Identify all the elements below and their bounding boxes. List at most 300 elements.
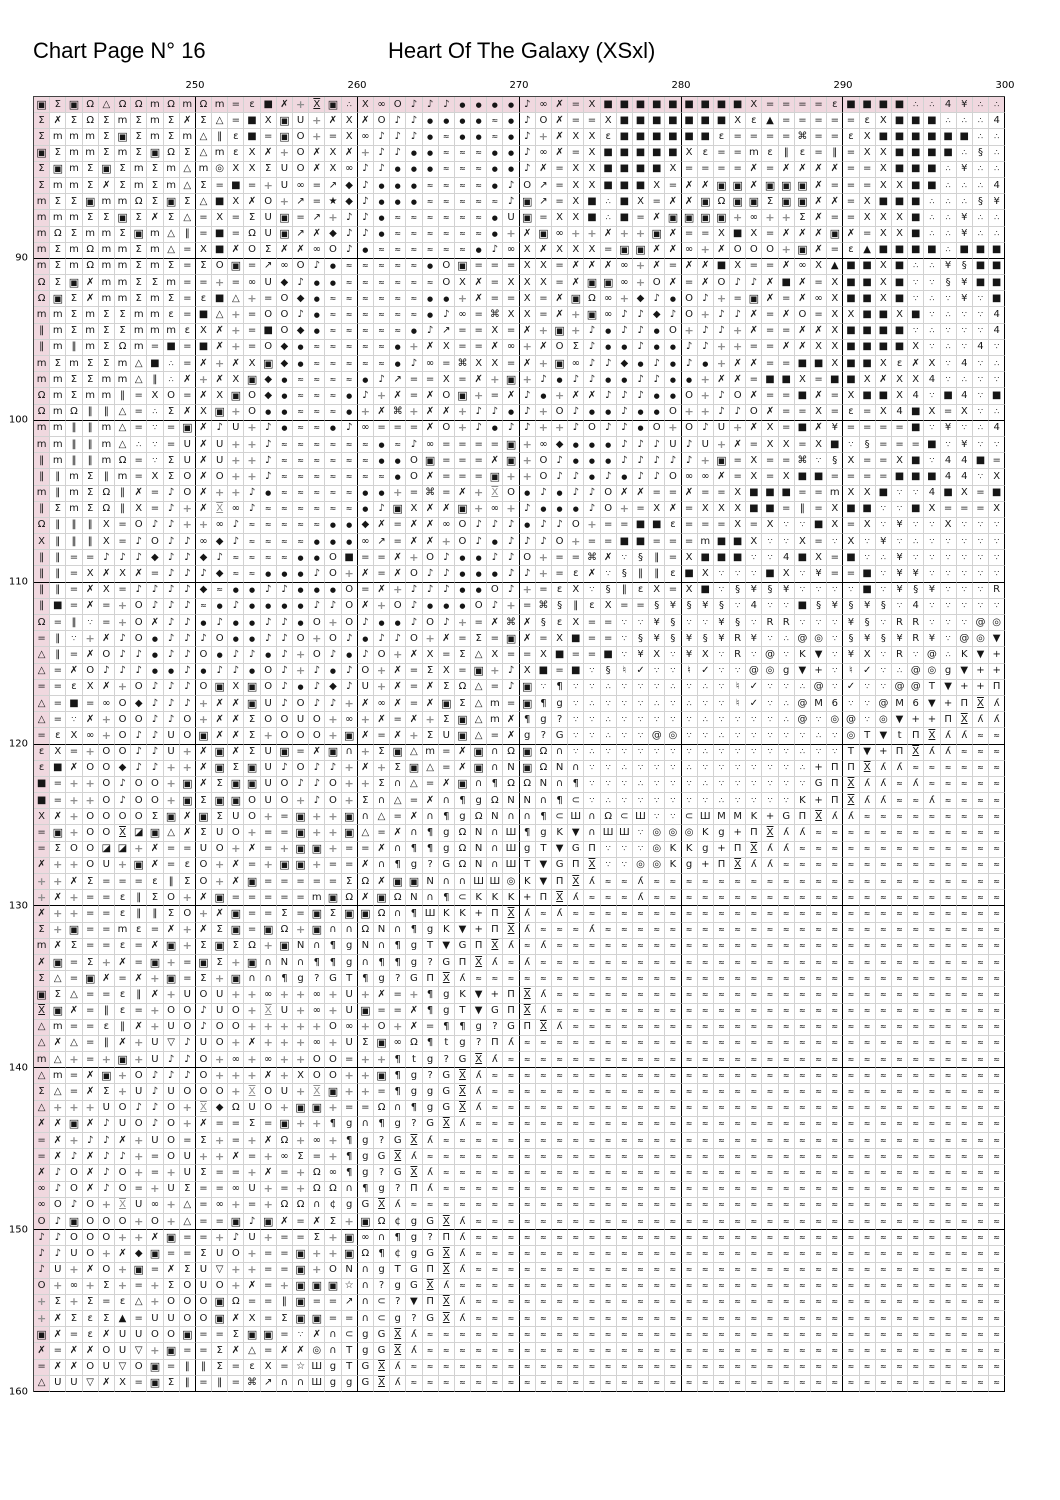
grid-cell: ■ (212, 243, 228, 259)
grid-cell: = (633, 599, 649, 615)
grid-cell: ≈ (601, 1117, 617, 1133)
grid-cell: X (423, 647, 439, 663)
grid-cell: + (941, 696, 957, 712)
grid-cell: △ (471, 728, 487, 744)
grid-cell: ¶ (455, 793, 471, 809)
grid-cell: ✗ (390, 680, 406, 696)
grid-cell: ¶ (406, 842, 422, 858)
grid-cell: ≈ (342, 502, 358, 518)
grid-cell: ≈ (876, 1133, 892, 1149)
grid-cell: ♪ (164, 631, 180, 647)
grid-cell: + (277, 146, 293, 162)
grid-cell: ∩ (552, 777, 568, 793)
grid-cell: ✗ (50, 1360, 66, 1376)
grid-cell: ≈ (795, 955, 811, 971)
grid-cell: ≈ (536, 955, 552, 971)
grid-cell: ≈ (503, 1279, 519, 1295)
grid-cell: X (358, 97, 374, 113)
grid-cell: ∩ (261, 955, 277, 971)
grid-cell: = (843, 210, 859, 226)
grid-cell: ʎ (423, 1182, 439, 1198)
grid-cell: = (228, 890, 244, 906)
grid-cell: ≈ (649, 1360, 665, 1376)
grid-cell: ⊂ (568, 793, 584, 809)
grid-cell: ▣ (277, 129, 293, 145)
grid-cell: = (633, 502, 649, 518)
grid-cell: = (471, 437, 487, 453)
grid-cell: ■ (924, 129, 940, 145)
grid-cell: ● (261, 566, 277, 582)
grid-cell: ≈ (941, 1182, 957, 1198)
grid-cell: m (66, 178, 82, 194)
grid-cell: ∞ (293, 178, 309, 194)
grid-cell: = (455, 324, 471, 340)
grid-cell: ● (390, 340, 406, 356)
grid-cell: ◎ (811, 631, 827, 647)
grid-cell: ʎ (552, 906, 568, 922)
grid-cell: + (66, 825, 82, 841)
grid-cell: ≈ (746, 1068, 762, 1084)
grid-cell: = (212, 1117, 228, 1133)
grid-cell: X (860, 210, 876, 226)
grid-cell: ✗ (746, 388, 762, 404)
grid-cell: ● (487, 534, 503, 550)
grid-cell: O (164, 1117, 180, 1133)
grid-cell: ≈ (309, 469, 325, 485)
grid-cell: ≈ (811, 1182, 827, 1198)
grid-cell: ≈ (989, 761, 1005, 777)
grid-cell: ● (568, 502, 584, 518)
grid-cell: ∵ (989, 550, 1005, 566)
grid-cell: ∵ (989, 518, 1005, 534)
grid-cell: ♪ (503, 664, 519, 680)
grid-cell: ≈ (876, 939, 892, 955)
grid-cell: ¥ (892, 550, 908, 566)
grid-cell: Σ (83, 955, 99, 971)
grid-cell: ≈ (649, 1020, 665, 1036)
grid-cell: ∩ (358, 1311, 374, 1327)
grid-cell: = (261, 1279, 277, 1295)
grid-cell: ≈ (860, 1263, 876, 1279)
grid-cell: ¥ (941, 259, 957, 275)
grid-cell: ≈ (374, 275, 390, 291)
grid-cell: ♪ (617, 307, 633, 323)
grid-cell: ● (439, 113, 455, 129)
grid-cell: + (196, 712, 212, 728)
grid-cell: △ (471, 680, 487, 696)
grid-cell: ◎ (309, 1343, 325, 1359)
grid-cell: ∵ (584, 680, 600, 696)
grid-cell: Σ (34, 129, 50, 145)
grid-cell: § (665, 631, 681, 647)
grid-cell: ≈ (649, 1133, 665, 1149)
grid-cell: ▣ (374, 1068, 390, 1084)
grid-cell: + (487, 987, 503, 1003)
grid-cell: ∵ (730, 793, 746, 809)
grid-cell: X (487, 356, 503, 372)
grid-cell: g (342, 1117, 358, 1133)
grid-cell: = (228, 113, 244, 129)
grid-cell: ε (843, 129, 859, 145)
grid-cell: m (99, 194, 115, 210)
grid-cell: ≈ (779, 1214, 795, 1230)
grid-cell: ∞ (682, 243, 698, 259)
grid-cell: g (520, 842, 536, 858)
grid-cell: ∵ (665, 712, 681, 728)
grid-cell: △ (34, 1376, 50, 1392)
grid-cell: ■ (730, 97, 746, 113)
grid-cell: ≈ (876, 1165, 892, 1181)
grid-cell: ∵ (617, 647, 633, 663)
grid-cell: O (66, 1165, 82, 1181)
grid-cell: ≈ (908, 761, 924, 777)
grid-cell: = (261, 1263, 277, 1279)
grid-cell: ≈ (892, 1343, 908, 1359)
grid-cell: X (730, 518, 746, 534)
grid-cell: ✗ (34, 955, 50, 971)
grid-cell: ▣ (244, 761, 260, 777)
grid-cell: ¶ (390, 939, 406, 955)
grid-cell: m (34, 486, 50, 502)
grid-cell: Π (795, 809, 811, 825)
grid-cell: + (115, 1279, 131, 1295)
grid-cell: = (99, 923, 115, 939)
grid-cell: 4 (779, 550, 795, 566)
grid-cell: ■ (698, 129, 714, 145)
grid-cell: ♪ (423, 583, 439, 599)
grid-cell: ✗ (439, 405, 455, 421)
grid-cell: Σ (244, 1117, 260, 1133)
grid-cell: X (957, 486, 973, 502)
grid-cell: ■ (843, 259, 859, 275)
grid-cell: O (196, 987, 212, 1003)
grid-cell: ‖ (66, 615, 82, 631)
grid-cell: △ (34, 696, 50, 712)
grid-cell: + (66, 906, 82, 922)
grid-cell: ∞ (374, 97, 390, 113)
grid-cell: X (746, 469, 762, 485)
grid-cell: ≈ (973, 1036, 989, 1052)
grid-cell: = (779, 324, 795, 340)
grid-cell: ✗ (196, 356, 212, 372)
grid-cell: ∵ (746, 712, 762, 728)
grid-cell: ♪ (261, 421, 277, 437)
grid-cell: ≈ (698, 1376, 714, 1392)
grid-cell: Σ (164, 906, 180, 922)
grid-cell: X (406, 1133, 422, 1149)
grid-cell: ✗ (180, 372, 196, 388)
grid-cell: m (50, 421, 66, 437)
grid-cell: ≈ (892, 1327, 908, 1343)
grid-cell: Ω (406, 1036, 422, 1052)
grid-cell: ≈ (973, 728, 989, 744)
grid-cell: ≈ (811, 1246, 827, 1262)
grid-cell: O (325, 793, 341, 809)
grid-cell: ∵ (682, 712, 698, 728)
grid-cell: ≈ (941, 777, 957, 793)
grid-cell: ∵ (536, 680, 552, 696)
grid-cell: ≈ (779, 923, 795, 939)
grid-cell: ◆ (358, 518, 374, 534)
grid-cell: ¶ (325, 955, 341, 971)
grid-cell: R (779, 615, 795, 631)
grid-cell: ▣ (293, 1295, 309, 1311)
grid-cell: Π (536, 890, 552, 906)
grid-cell: ◆ (277, 340, 293, 356)
grid-cell: ‖ (649, 566, 665, 582)
grid-cell: ≈ (503, 955, 519, 971)
grid-cell: = (244, 1295, 260, 1311)
grid-cell: ≈ (795, 1149, 811, 1165)
grid-cell: ✗ (730, 356, 746, 372)
grid-cell: ≈ (439, 1360, 455, 1376)
grid-cell: ≈ (374, 356, 390, 372)
grid-cell: ♪ (147, 712, 163, 728)
grid-cell: ¶ (342, 1165, 358, 1181)
grid-cell: m (487, 696, 503, 712)
grid-cell: ≈ (439, 1165, 455, 1181)
grid-cell: ≈ (455, 1279, 471, 1295)
grid-cell: ≈ (536, 1149, 552, 1165)
grid-cell: ▣ (762, 178, 778, 194)
grid-cell: X (568, 874, 584, 890)
grid-cell: = (66, 583, 82, 599)
grid-cell: + (698, 453, 714, 469)
grid-cell: O (115, 712, 131, 728)
grid-cell: ≈ (924, 1036, 940, 1052)
grid-cell: + (228, 405, 244, 421)
grid-cell: = (164, 437, 180, 453)
grid-cell: K (520, 874, 536, 890)
grid-cell: ≈ (649, 1004, 665, 1020)
grid-cell: ♪ (730, 307, 746, 323)
grid-cell: X (649, 583, 665, 599)
grid-cell: Ω (34, 291, 50, 307)
grid-cell: + (309, 1263, 325, 1279)
grid-cell: + (261, 728, 277, 744)
grid-cell: X (423, 1279, 439, 1295)
grid-cell: ≈ (552, 1327, 568, 1343)
grid-cell: + (164, 793, 180, 809)
grid-cell: ≈ (552, 1036, 568, 1052)
grid-cell: ∵ (827, 534, 843, 550)
grid-cell: = (99, 615, 115, 631)
grid-cell: ▣ (714, 453, 730, 469)
grid-cell: O (261, 1084, 277, 1100)
grid-cell: ∵ (633, 761, 649, 777)
grid-cell: Σ (196, 971, 212, 987)
grid-cell: m (50, 1020, 66, 1036)
grid-cell: = (487, 275, 503, 291)
grid-cell: ≈ (843, 825, 859, 841)
grid-cell: ≈ (682, 1004, 698, 1020)
grid-cell: X (568, 583, 584, 599)
grid-cell: = (779, 388, 795, 404)
grid-cell: Σ (99, 1084, 115, 1100)
grid-cell: + (390, 647, 406, 663)
grid-cell: X (552, 210, 568, 226)
grid-cell: ≈ (633, 1376, 649, 1392)
grid-cell: ≈ (698, 1084, 714, 1100)
grid-cell: ε (115, 1004, 131, 1020)
grid-cell: X (957, 712, 973, 728)
grid-cell: ≈ (584, 1230, 600, 1246)
grid-cell: ≈ (892, 1117, 908, 1133)
grid-cell: ∵ (714, 566, 730, 582)
grid-cell: ♪ (617, 421, 633, 437)
grid-cell: + (34, 1311, 50, 1327)
grid-cell: + (244, 1133, 260, 1149)
grid-cell: ✗ (309, 1214, 325, 1230)
grid-cell: + (34, 1295, 50, 1311)
grid-cell: + (455, 405, 471, 421)
grid-cell: ▣ (261, 1327, 277, 1343)
grid-cell: ✗ (115, 1036, 131, 1052)
grid-cell: = (811, 97, 827, 113)
grid-cell: ♪ (261, 615, 277, 631)
grid-cell: ∩ (390, 1101, 406, 1117)
grid-cell: ʎ (795, 825, 811, 841)
grid-cell: ≈ (714, 955, 730, 971)
grid-cell: ≈ (633, 1263, 649, 1279)
grid-cell: ≈ (293, 388, 309, 404)
grid-cell: ♪ (147, 1117, 163, 1133)
grid-cell: ◎ (649, 842, 665, 858)
grid-cell: ≈ (665, 1182, 681, 1198)
grid-cell: + (406, 405, 422, 421)
grid-cell: ≈ (584, 1182, 600, 1198)
grid-cell: ≈ (811, 890, 827, 906)
grid-cell: ✗ (180, 405, 196, 421)
grid-cell: X (536, 259, 552, 275)
grid-cell: ≈ (568, 1311, 584, 1327)
grid-cell: § (633, 550, 649, 566)
grid-cell: ≈ (503, 1117, 519, 1133)
grid-cell: ≈ (455, 243, 471, 259)
grid-cell: O (131, 599, 147, 615)
grid-cell: U (147, 1311, 163, 1327)
grid-cell: Σ (244, 728, 260, 744)
grid-cell: ■ (989, 243, 1005, 259)
grid-cell: ∵ (989, 372, 1005, 388)
grid-cell: O (730, 388, 746, 404)
grid-cell: + (358, 1084, 374, 1100)
grid-cell: ∵ (827, 615, 843, 631)
grid-cell: ↗ (390, 372, 406, 388)
grid-cell: ▣ (714, 210, 730, 226)
grid-cell: ≈ (989, 1311, 1005, 1327)
grid-cell: ε (180, 324, 196, 340)
grid-cell: = (487, 259, 503, 275)
grid-cell: ● (536, 502, 552, 518)
grid-cell: ≈ (908, 842, 924, 858)
grid-cell: ✗ (746, 178, 762, 194)
grid-cell: ✗ (342, 146, 358, 162)
grid-cell: ≈ (989, 793, 1005, 809)
grid-cell: ≈ (649, 1327, 665, 1343)
grid-cell: ● (406, 324, 422, 340)
grid-cell: ≈ (892, 1052, 908, 1068)
grid-cell: ▣ (66, 1117, 82, 1133)
grid-cell: ● (682, 372, 698, 388)
grid-cell: ■ (941, 388, 957, 404)
grid-cell: ∵ (957, 566, 973, 582)
grid-cell: Π (892, 745, 908, 761)
grid-cell: X (989, 469, 1005, 485)
grid-cell: ∴ (584, 745, 600, 761)
grid-cell: ≈ (957, 987, 973, 1003)
grid-cell: + (228, 307, 244, 323)
grid-cell: ≈ (827, 1020, 843, 1036)
grid-cell: ≈ (423, 1327, 439, 1343)
grid-cell: ◆ (261, 388, 277, 404)
grid-cell: ≈ (762, 939, 778, 955)
grid-cell: ≈ (358, 291, 374, 307)
grid-cell: △ (34, 1101, 50, 1117)
grid-cell: X (924, 502, 940, 518)
grid-cell: Σ (228, 939, 244, 955)
grid-cell: ≈ (552, 1246, 568, 1262)
grid-cell: § (730, 583, 746, 599)
grid-cell: ● (212, 599, 228, 615)
grid-cell: ♪ (374, 162, 390, 178)
grid-cell: ✗ (212, 728, 228, 744)
grid-cell: + (131, 1165, 147, 1181)
grid-cell: ≈ (762, 1004, 778, 1020)
grid-cell: ≈ (536, 1295, 552, 1311)
grid-cell: ≈ (860, 825, 876, 841)
grid-cell: ≈ (568, 1004, 584, 1020)
grid-cell: ∴ (973, 129, 989, 145)
grid-cell: ◆ (649, 307, 665, 323)
grid-cell: ∴ (973, 97, 989, 113)
grid-cell: ≈ (293, 486, 309, 502)
grid-cell: ✗ (406, 809, 422, 825)
grid-cell: ♪ (147, 745, 163, 761)
grid-cell: m (115, 291, 131, 307)
grid-cell: + (261, 1230, 277, 1246)
grid-cell: ≈ (633, 1311, 649, 1327)
grid-cell: ♪ (261, 453, 277, 469)
grid-cell: ≈ (471, 146, 487, 162)
grid-cell: ≈ (601, 1165, 617, 1181)
grid-cell: ∴ (876, 550, 892, 566)
grid-cell: ¥ (633, 647, 649, 663)
grid-cell: ≈ (892, 1101, 908, 1117)
grid-cell: ■ (762, 486, 778, 502)
grid-cell: ✗ (228, 1343, 244, 1359)
grid-cell: ∵ (811, 583, 827, 599)
grid-cell: U (180, 1149, 196, 1165)
grid-cell: Σ (50, 259, 66, 275)
grid-cell: ≈ (682, 1230, 698, 1246)
grid-cell: ■ (649, 113, 665, 129)
grid-cell: + (779, 243, 795, 259)
grid-cell: ≈ (471, 1295, 487, 1311)
grid-cell: ♪ (99, 550, 115, 566)
grid-cell: ♪ (471, 534, 487, 550)
grid-cell: ∞ (455, 307, 471, 323)
grid-cell: ε (860, 113, 876, 129)
grid-cell: ∞ (811, 291, 827, 307)
grid-cell: ∵ (714, 664, 730, 680)
grid-cell: ▣ (147, 146, 163, 162)
grid-cell: X (682, 146, 698, 162)
grid-cell: ≈ (892, 1230, 908, 1246)
grid-cell: = (34, 1149, 50, 1165)
grid-cell: ≈ (973, 1084, 989, 1100)
grid-cell: ≈ (730, 1214, 746, 1230)
